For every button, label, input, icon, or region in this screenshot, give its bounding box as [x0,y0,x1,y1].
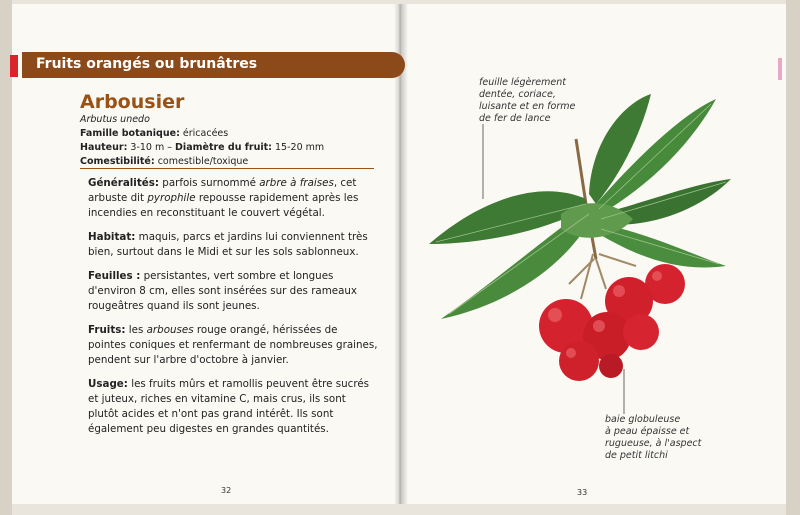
diameter-label: Diamètre du fruit [175,142,269,153]
edibility-label: Comestibilité [80,156,151,167]
fruit-stem-2 [596,259,606,289]
arbutus-illustration [401,4,786,504]
berry [559,341,599,381]
family-label: Famille botanique [80,128,177,139]
latin-name: Arbutus unedo [80,114,150,125]
height-label: Hauteur [80,142,124,153]
section-title: Fruits orangés ou brunâtres [36,56,258,72]
species-meta: Arbutus unedo Famille botanique: éricacées Hauteur: 3-10 m – Diamètre du fruit: 15-20 mm Comestibilité: comestible/toxique [80,114,325,167]
section-generalites: Généralités: parfois surnommé arbre à fraises, cet arbuste dit pyrophile repousse rapidement après les incendies en reconstituant le couvert végétal. [88,177,359,219]
description-body [88,176,378,446]
left-book-edge [0,0,12,515]
berry-highlight [593,320,605,332]
height-value: 3-10 m [130,142,165,153]
diameter-value: 15-20 mm [275,142,325,153]
berry-highlight [613,285,625,297]
bookmark-ribbon [10,55,18,77]
berry-highlight [652,271,662,281]
fruit-annotation: baie globuleuse à peau épaisse et rugueuse, à l'aspect de petit litchi [605,414,702,461]
edibility-value: comestible/toxique [157,156,249,167]
page-number-left: 32 [221,486,232,495]
berry-highlight [548,308,562,322]
berry-highlight [566,348,576,358]
meta-separator [80,168,374,169]
leaf-annotation: feuille légèrement dentée, coriace, luisante et en forme de fer de lance [479,77,576,124]
page-number-right: 33 [577,488,588,497]
berry [599,354,623,378]
species-name: Arbousier [80,91,185,113]
section-usage: Usage: les fruits mûrs et ramollis peuvent être sucrés et juteux, riches en vitamine C, mais crus, ils sont plutôt acides et n'ont pas grand intérêt. Ils sont également peu digestes en grandes quantités. [88,378,370,435]
family-value: éricacées [182,128,229,139]
section-fruits: Fruits: les arbouses rouge orangé, hérissées de pointes coniques et renfermant de nombreuses graines, pendent sur l'arbre d'octobre à janvier. [88,324,378,366]
fruit-stem-4 [569,259,594,284]
section-feuilles: Feuilles : persistantes, vert sombre et longues d'environ 8 cm, elles sont insérées sur des rameaux rougeâtres quand ils sont jeunes. [88,270,358,312]
right-book-edge [786,0,800,515]
fruit-stem-3 [599,254,636,266]
section-habitat: Habitat: maquis, parcs et jardins lui conviennent très bien, surtout dans le Midi et sur les sols sablonneux. [88,231,368,258]
berry [623,314,659,350]
